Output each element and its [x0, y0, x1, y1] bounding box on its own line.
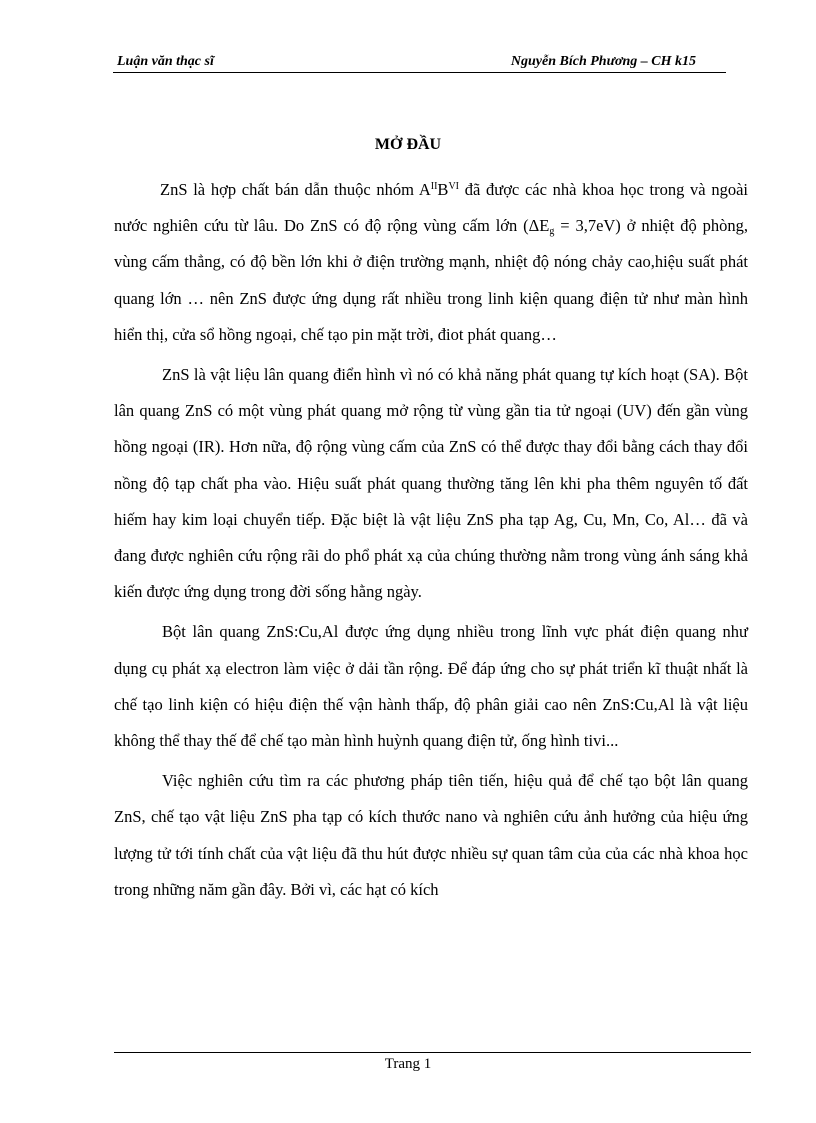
paragraph-2: ZnS là vật liệu lân quang điển hình vì nó có khả năng phát quang tự kích hoạt (SA). Bột lân quang ZnS có một vùng phát quang mở rộng từ vùng gần tia tử ngoại (UV) đến gần vùng hồng ngoại (IR). Hơn nữa, độ rộng vùng cấm của ZnS có thể được thay đổi bằng cách thay đổi nồng độ tạp chất pha vào. Hiệu suất phát quang thường tăng lên khi pha thêm nguyên tố đất hiếm hay kim loại chuyển tiếp. Đặc biệt là vật liệu ZnS pha tạp Ag, Cu, Mn, Co, Al… đã và đang được nghiên cứu rộng rãi do phổ phát xạ của chúng thường nằm trong vùng ánh sáng khả kiến được ứng dụng trong đời sống hằng ngày.	[114, 365, 748, 602]
header-right-text: Nguyễn Bích Phương – CH k15	[510, 54, 696, 69]
header-left-text: Luận văn thạc sĩ	[117, 54, 214, 69]
p1-text-4: = 3,7eV) ở nhiệt độ phòng, vùng cấm thẳng, có độ bền lớn khi ở điện trường mạnh, nhiệt độ nóng chảy cao,hiệu suất phát quang lớn … nên ZnS được ứng dụng rất nhiều trong linh kiện quang điện tử như màn hình hiển thị, cửa sổ hồng ngoại, chế tạo pin mặt trời, điot phát quang…	[114, 216, 748, 344]
paragraph-4: Việc nghiên cứu tìm ra các phương pháp tiên tiến, hiệu quả để chế tạo bột lân quang ZnS, chế tạo vật liệu ZnS pha tạp có kích thước nano và nghiên cứu ảnh hưởng của hiệu ứng lượng tử tới tính chất của vật liệu đã thu hút được nhiều sự quan tâm của của các nhà khoa học trong những năm gần đây. Bởi vì, các hạt có kích	[114, 771, 748, 899]
body-text	[114, 172, 748, 912]
p1-text-1: ZnS là hợp chất bán dẫn thuộc nhóm A	[160, 180, 431, 199]
paragraph-3: Bột lân quang ZnS:Cu,Al được ứng dụng nhiều trong lĩnh vực phát điện quang như dụng cụ phát xạ electron làm việc ở dải tần rộng. Để đáp ứng cho sự phát triển kĩ thuật nhất là chế tạo linh kiện có hiệu điện thế vận hành thấp, độ phân giải cao nên ZnS:Cu,Al là vật liệu không thể thay thế để chế tạo màn hình huỳnh quang điện tử, ống hình tivi...	[114, 622, 748, 751]
page-header	[113, 52, 726, 73]
p1-text-3: đã được các nhà khoa học trong và ngoài nước nghiên cứu từ lâu. Do ZnS có độ rộng vùng cấm lớn (ΔE	[114, 180, 749, 236]
p1-text-2: B	[437, 180, 449, 199]
footer-divider	[114, 1052, 751, 1053]
paragraph-1	[114, 172, 748, 353]
p1-sup-1: II	[430, 181, 438, 192]
section-title: MỞ ĐẦU	[374, 136, 442, 153]
p1-sup-2: VI	[448, 181, 459, 192]
p1-sub-1: g	[549, 226, 555, 238]
page-number: Trang 1	[384, 1056, 432, 1072]
